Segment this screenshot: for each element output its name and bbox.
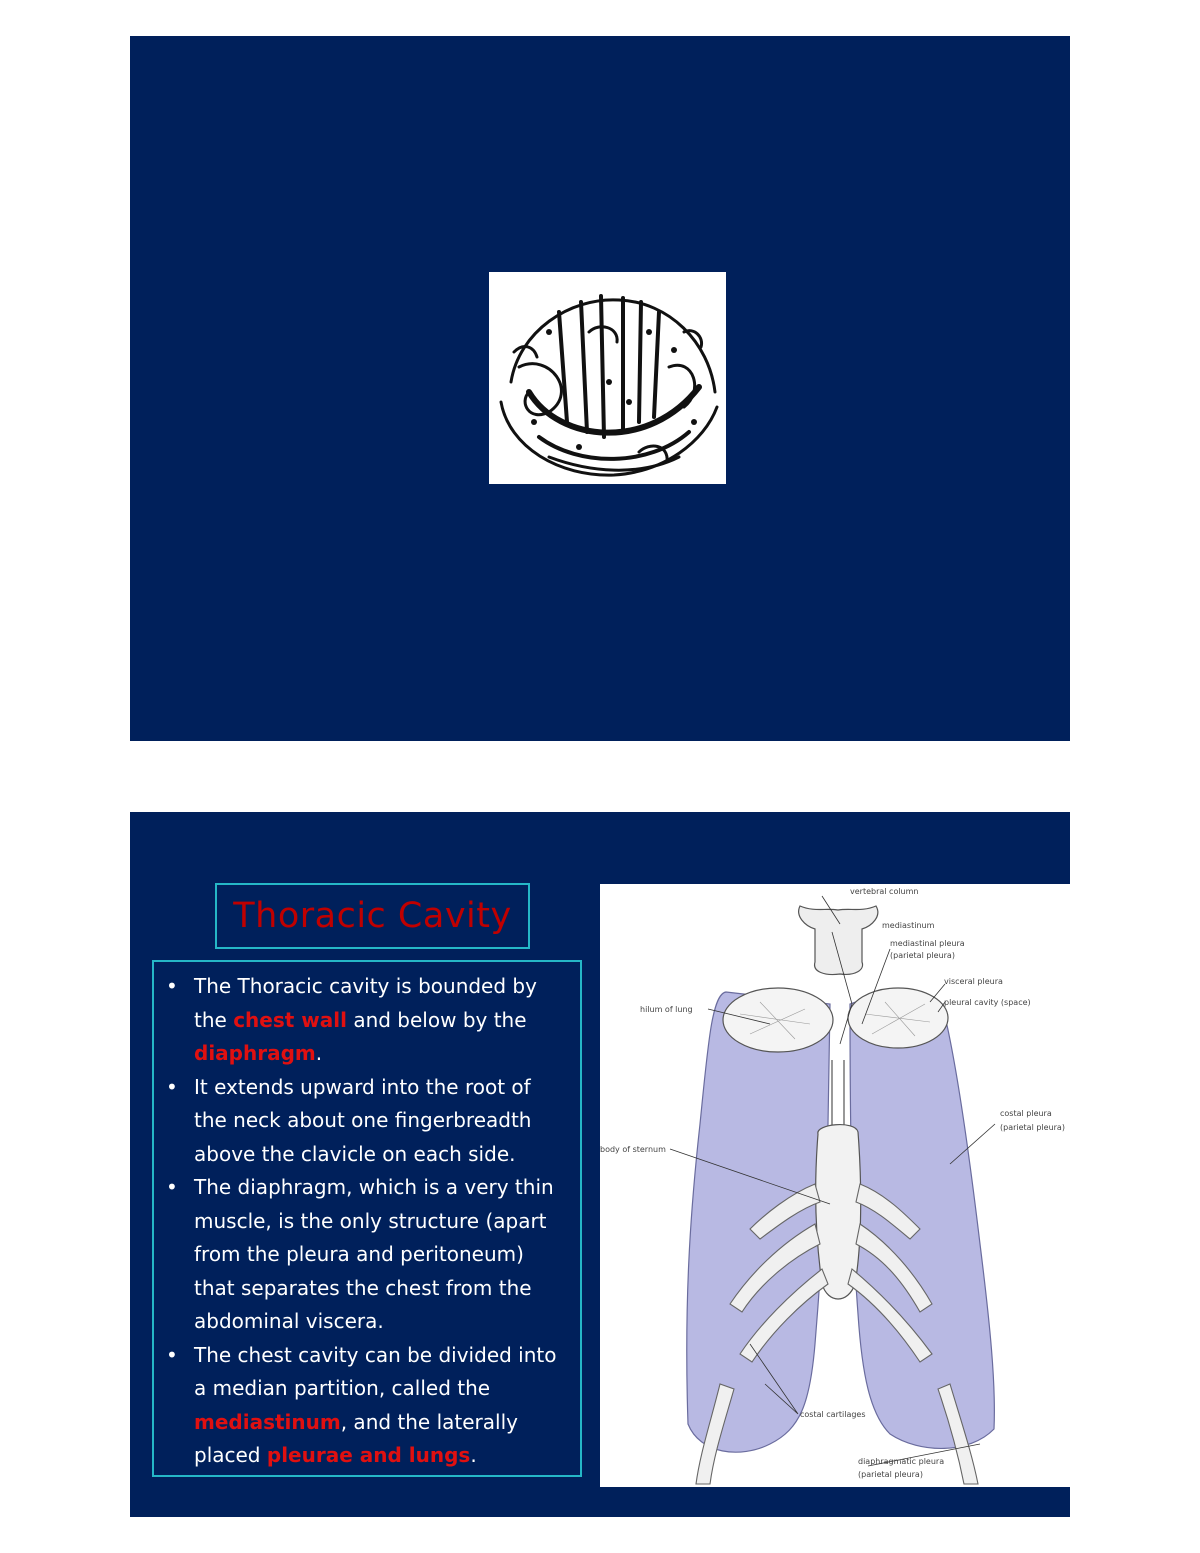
bullet-item (164, 970, 568, 1071)
label-mediastinum: mediastinum (882, 921, 935, 930)
highlighted-term: pleurae and lungs (266, 1443, 471, 1467)
bullet-text: The chest cavity can be divided into a median partition, called the (194, 1342, 557, 1400)
slide-title: Thoracic Cavity (233, 896, 512, 936)
label-costal-pleura-parietal: (parietal pleura) (1000, 1123, 1065, 1132)
title-slide (130, 36, 1070, 741)
highlighted-term: mediastinum (194, 1409, 341, 1434)
label-costal-pleura: costal pleura (1000, 1109, 1052, 1118)
label-costal-cartilages: costal cartilages (800, 1410, 866, 1419)
bullet-text: The Thoracic cavity is bounded by the (194, 974, 537, 1032)
label-mediastinal-pleura: mediastinal pleura (890, 939, 965, 948)
bismillah-calligraphy-image (489, 272, 726, 484)
vertebra (799, 906, 878, 975)
thoracic-cavity-diagram (600, 884, 1070, 1487)
thoracic-diagram-svg (600, 884, 1070, 1487)
highlighted-term: chest wall (233, 1007, 347, 1032)
highlighted-term: diaphragm (194, 1041, 316, 1065)
label-body-of-sternum: body of sternum (600, 1145, 666, 1154)
label-vertebral-column: vertebral column (850, 887, 919, 896)
label-diaphragmatic-pleura: diaphragmatic pleura (858, 1457, 945, 1466)
label-mediastinal-pleura-parietal: (parietal pleura) (890, 951, 955, 960)
bullet-text: The diaphragm, which is a very thin muscle, is the only structure (apart from the pleura and peritoneum) that separates the chest from the abdominal viscera. (194, 1175, 554, 1333)
bullet-text: and below by the (346, 1007, 527, 1032)
label-diaphragmatic-pleura-parietal: (parietal pleura) (858, 1470, 923, 1479)
bullet-text: . (470, 1443, 477, 1467)
bullet-item (164, 1171, 568, 1339)
left-lung-section (723, 988, 833, 1052)
label-pleural-cavity: pleural cavity (space) (944, 998, 1031, 1007)
bullet-text: , and the laterally placed (194, 1409, 518, 1467)
thoracic-cavity-slide (130, 812, 1070, 1517)
label-hilum-of-lung: hilum of lung (640, 1005, 693, 1014)
bullet-text: . (315, 1041, 323, 1065)
right-lung (850, 995, 994, 1448)
bismillah-calligraphy-icon (489, 272, 726, 484)
bullet-item (164, 1339, 568, 1473)
label-visceral-pleura: visceral pleura (944, 977, 1003, 986)
content-box (152, 960, 582, 1477)
bullet-text: It extends upward into the root of the neck about one fingerbreadth above the clavicle on each side. (194, 1074, 532, 1166)
title-box (215, 883, 530, 949)
bullet-list (164, 970, 568, 1473)
bullet-item (164, 1071, 568, 1172)
